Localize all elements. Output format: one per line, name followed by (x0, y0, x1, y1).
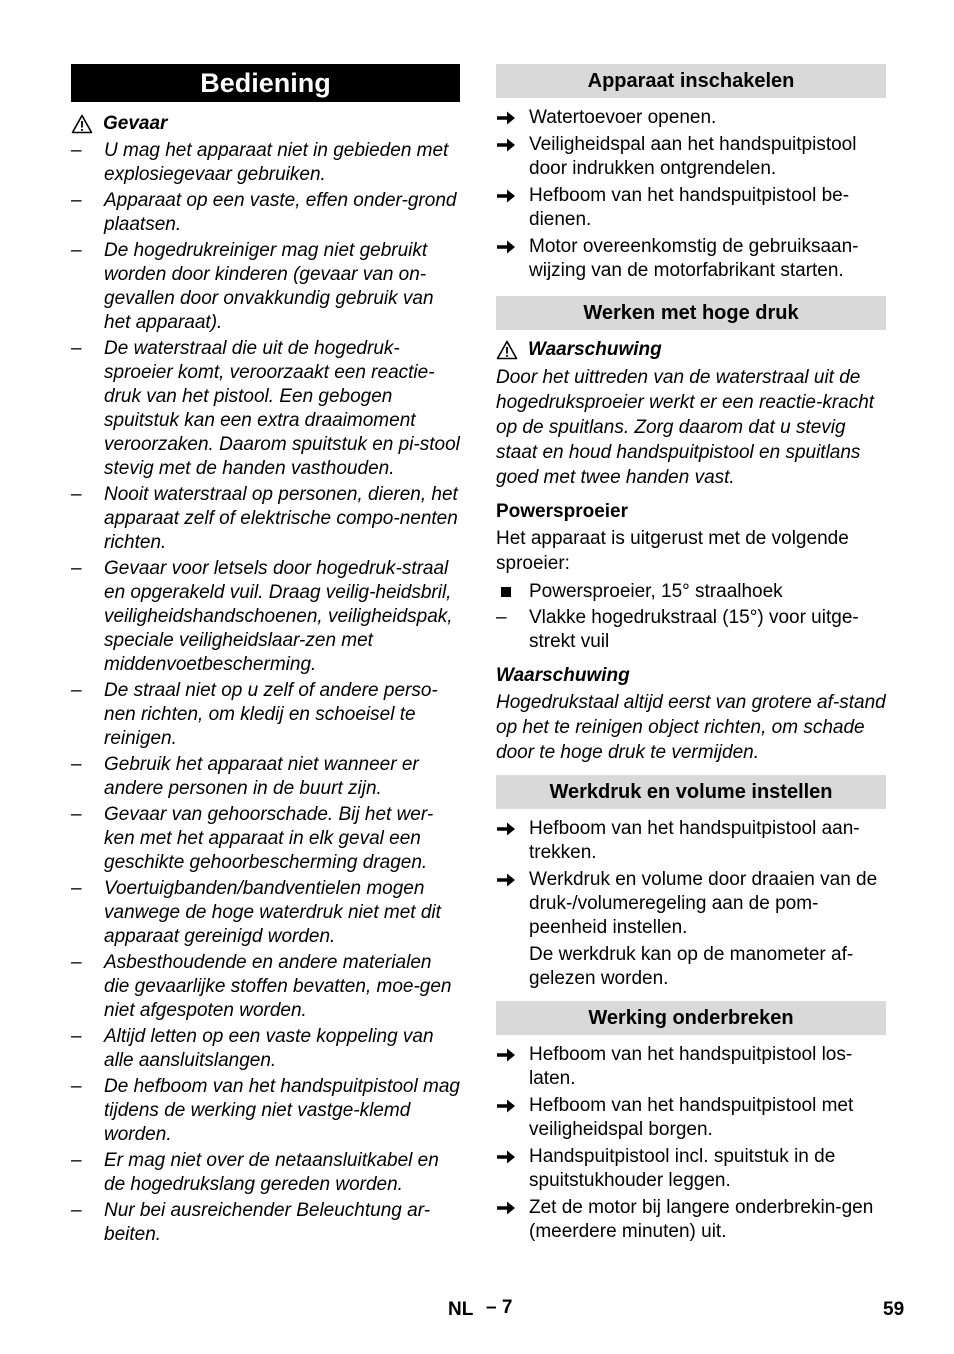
arrow-right-icon (496, 137, 516, 153)
list-item: – Gevaar voor letsels door hogedruk-straal en opgerakeld vuil. Draag veilig-heidsbril, veiligheidshandschoenen, veiligheidspak, speciale veiligheidslaar-zen met middenvoetbescherming. (71, 558, 453, 675)
list-item: – Vlakke hogedrukstraal (15°) voor uitge-strekt vuil (496, 607, 859, 652)
footer-local-page: – 7 (486, 1297, 513, 1318)
list-item: – Nooit waterstraal op personen, dieren, het apparaat zelf of elektrische compo-nenten richten. (71, 484, 458, 553)
step-item: Hefboom van het handspuitpistool los-laten. (496, 1043, 886, 1091)
warning-label: Waarschuwing (528, 339, 662, 360)
list-item: – De waterstraal die uit de hogedruk-sproeier komt, veroorzaakt een reactie-druk van het pistool. Een gebogen spuitstuk kan een extra draaimoment veroorzaken. Daarom spuitstuk en pi-stool stevig met de handen vasthouden. (71, 338, 460, 479)
list-item: – De straal niet op u zelf of andere perso-nen richten, om kledij en schoeisel te reinigen. (71, 680, 438, 749)
list-item: – De hogedrukreiniger mag niet gebruikt worden door kinderen (gevaar van on-gevallen door onvakkundig gebruik van het apparaat). (71, 240, 434, 333)
step-item: Handspuitpistool incl. spuitstuk in de spuitstukhouder leggen. (496, 1145, 886, 1193)
list-item: – De hefboom van het handspuitpistool mag tijdens de werking niet vastge-klemd worden. (71, 1076, 460, 1145)
arrow-right-icon (496, 1098, 516, 1114)
list-item: – Nur bei ausreichender Beleuchtung ar-beiten. (71, 1200, 431, 1245)
warning-text: Door het uittreden van de waterstraal uit de hogedruksproeier werkt er een reactie-kracht op de spuitlans. Zorg daarom dat u stevig staat en houd handspuitpistool en spuitlans goed met twee handen vast. (496, 367, 875, 488)
section-title-werkdruk-en-volume: Werkdruk en volume instellen (496, 775, 886, 809)
step-item: Zet de motor bij langere onderbrekin-gen (meerdere minuten) uit. (496, 1196, 886, 1244)
note-text: De werkdruk kan op de manometer af-gelezen worden. (529, 944, 854, 989)
step-item: Watertoevoer openen. (496, 106, 886, 130)
warning-heading (71, 112, 460, 136)
list-item: – Gevaar van gehoorschade. Bij het wer-ken met het apparaat in elk geval een geschikte gehoorbescherming dragen. (71, 804, 434, 873)
arrow-right-icon (496, 188, 516, 204)
square-bullet-icon (501, 587, 511, 597)
arrow-right-icon (496, 1200, 516, 1216)
dash-list (496, 606, 886, 654)
left-column (71, 64, 460, 1249)
list-item: – Voertuigbanden/bandventielen mogen vanwege de hoge waterdruk niet met dit apparaat gereinigd worden. (71, 878, 441, 947)
footer-language: NL (448, 1299, 474, 1320)
step-item: Motor overeenkomstig de gebruiksaan-wijzing van de motorfabrikant starten. (496, 235, 886, 283)
warning-heading-2: Waarschuwing (496, 665, 630, 686)
list-item: Powersproeier, 15° straalhoek (496, 580, 886, 604)
step-item: Hefboom van het handspuitpistool be-dienen. (496, 184, 886, 232)
arrow-right-icon (496, 821, 516, 837)
arrow-right-icon (496, 1047, 516, 1063)
bullet-list (496, 580, 886, 604)
section-title-werking-onderbreken: Werking onderbreken (496, 1001, 886, 1035)
list-item: – Asbesthoudende en andere materialen die gevaarlijke stoffen bevatten, moe-gen niet afgespoten worden. (71, 952, 452, 1021)
warning-label: Gevaar (103, 113, 168, 134)
list-item: – Altijd letten op een vaste koppeling van alle aansluitslangen. (71, 1026, 434, 1071)
arrow-right-icon (496, 872, 516, 888)
steps-list (496, 106, 886, 283)
right-column (496, 64, 886, 1247)
list-item: – U mag het apparaat niet in gebieden met explosiegevaar gebruiken. (71, 140, 449, 185)
step-item: Werkdruk en volume door draaien van de druk-/volumeregeling aan de pom-peenheid instellen. (496, 868, 886, 940)
steps-list (496, 817, 886, 940)
step-item: Veiligheidspal aan het handspuitpistool door indrukken ontgrendelen. (496, 133, 886, 181)
list-item: – Gebruik het apparaat niet wanneer er andere personen in de buurt zijn. (71, 754, 419, 799)
section-title-bediening: Bediening (71, 64, 460, 102)
footer-page-number: 59 (883, 1299, 905, 1320)
subheading-powersproeier: Powersproeier (496, 501, 628, 522)
danger-list (71, 139, 460, 1247)
section-title-apparaat-inschakelen: Apparaat inschakelen (496, 64, 886, 98)
list-item: – Apparaat op een vaste, effen onder-grond plaatsen. (71, 190, 457, 235)
step-item: Hefboom van het handspuitpistool met veiligheidspal borgen. (496, 1094, 886, 1142)
warning-triangle-icon (71, 114, 93, 134)
paragraph: Het apparaat is uitgerust met de volgende sproeier: (496, 528, 849, 574)
list-item: – Er mag niet over de netaansluitkabel en de hogedrukslang gereden worden. (71, 1150, 439, 1195)
arrow-right-icon (496, 110, 516, 126)
warning-heading (496, 338, 886, 362)
arrow-right-icon (496, 1149, 516, 1165)
steps-list (496, 1043, 886, 1244)
step-item: Hefboom van het handspuitpistool aan-trekken. (496, 817, 886, 865)
warning-triangle-icon (496, 340, 518, 360)
section-title-werken-met-hoge-druk: Werken met hoge druk (496, 296, 886, 330)
warning-text-2: Hogedrukstaal altijd eerst van grotere af-stand op het te reinigen object richten, om schade door te hoge druk te vermijden. (496, 692, 886, 763)
arrow-right-icon (496, 239, 516, 255)
